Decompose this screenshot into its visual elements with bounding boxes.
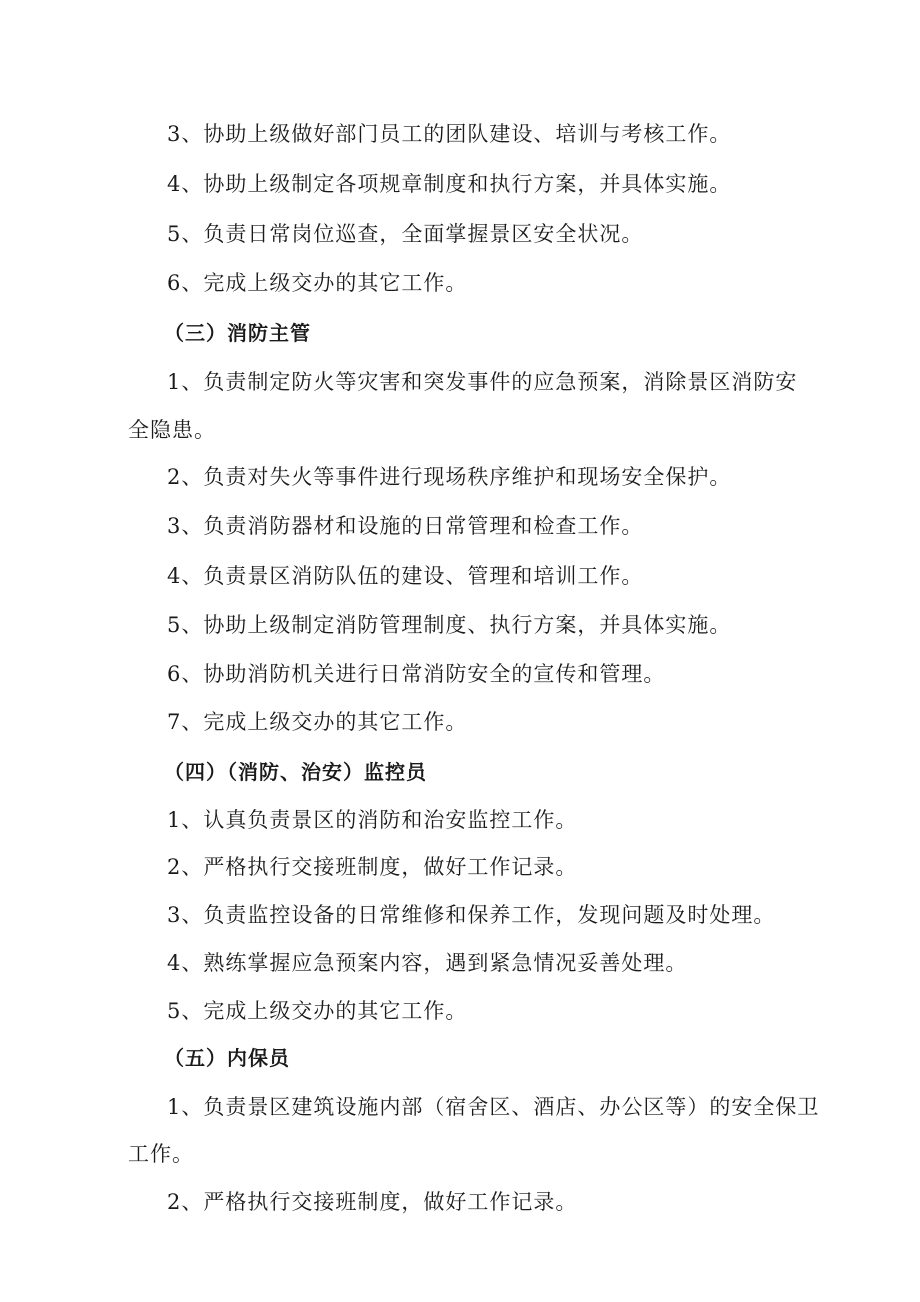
section-heading: （三）消防主管: [164, 321, 311, 345]
list-item: 3、负责消防器材和设施的日常管理和检查工作。: [167, 514, 644, 538]
list-item: 4、协助上级制定各项规章制度和执行方案，并具体实施。: [167, 172, 732, 196]
list-item: 2、负责对失火等事件进行现场秩序维护和现场安全保护。: [167, 465, 732, 489]
list-item: 1、负责景区建筑设施内部（宿舍区、酒店、办公区等）的安全保卫: [167, 1095, 820, 1119]
list-item: 4、负责景区消防队伍的建设、管理和培训工作。: [167, 564, 644, 588]
list-item: 5、完成上级交办的其它工作。: [167, 999, 468, 1023]
list-item: 5、协助上级制定消防管理制度、执行方案，并具体实施。: [167, 613, 732, 637]
list-item: 4、熟练掌握应急预案内容，遇到紧急情况妥善处理。: [167, 951, 688, 975]
list-item: 2、严格执行交接班制度，做好工作记录。: [167, 855, 578, 879]
list-item: 1、认真负责景区的消防和治安监控工作。: [167, 808, 578, 832]
list-item: 6、协助消防机关进行日常消防安全的宣传和管理。: [167, 662, 666, 686]
list-item-continuation: 全隐患。: [128, 418, 216, 442]
list-item-continuation: 工作。: [128, 1142, 194, 1166]
list-item: 1、负责制定防火等灾害和突发事件的应急预案，消除景区消防安: [167, 370, 798, 394]
list-item: 5、负责日常岗位巡查，全面掌握景区安全状况。: [167, 222, 644, 246]
section-heading: （四）（消防、治安）监控员: [164, 760, 427, 784]
list-item: 7、完成上级交办的其它工作。: [167, 710, 468, 734]
list-item: 3、负责监控设备的日常维修和保养工作，发现问题及时处理。: [167, 903, 776, 927]
list-item: 2、严格执行交接班制度，做好工作记录。: [167, 1190, 578, 1214]
list-item: 3、协助上级做好部门员工的团队建设、培训与考核工作。: [167, 122, 732, 146]
list-item: 6、完成上级交办的其它工作。: [167, 271, 468, 295]
section-heading: （五）内保员: [164, 1046, 290, 1070]
